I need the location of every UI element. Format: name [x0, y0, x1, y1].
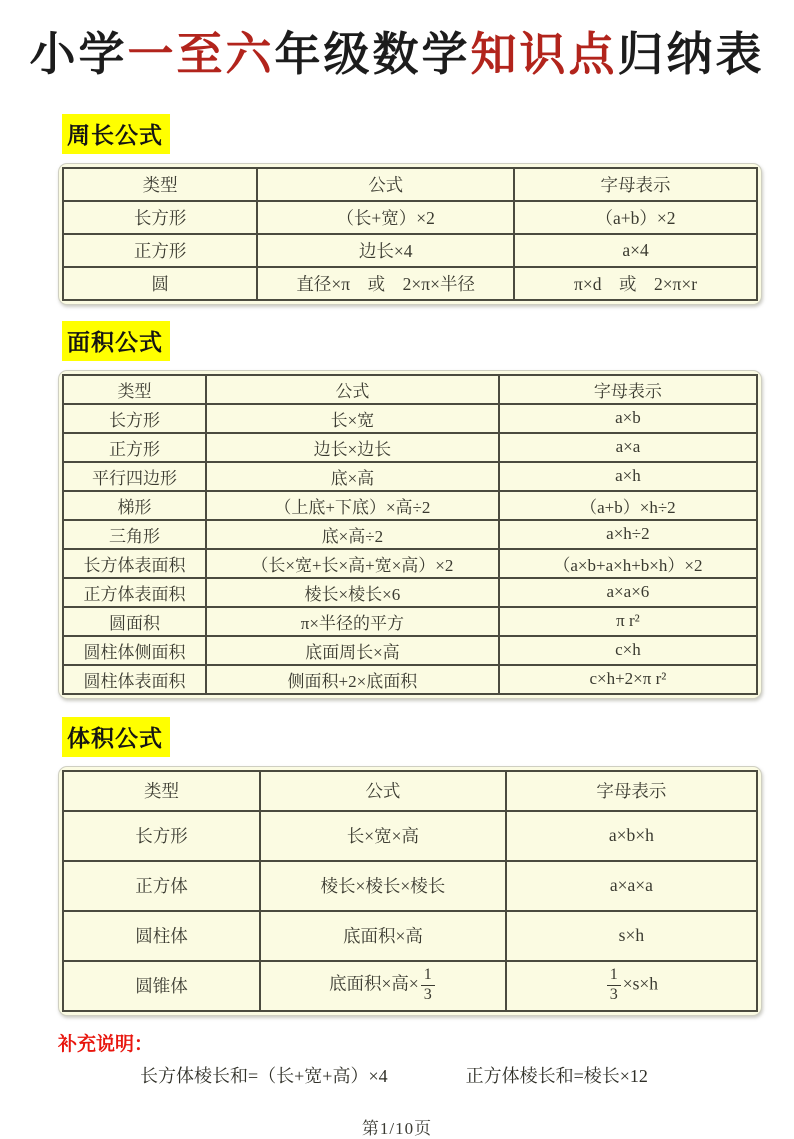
cell-letters: a×h÷2	[499, 520, 757, 549]
table-row	[63, 861, 757, 911]
page-footer: 第1/10页	[361, 1118, 433, 1138]
cell-letters: π r²	[499, 607, 757, 636]
cell-type: 长方体表面积	[63, 549, 206, 578]
title-segment: 归纳表	[617, 29, 765, 80]
cell-type: 长方形	[63, 811, 260, 861]
section-heading-label: 面积公式	[62, 321, 170, 361]
column-header-letters: 字母表示	[499, 375, 757, 404]
cell-formula: 棱长×棱长×6	[206, 578, 499, 607]
cell-type: 正方形	[63, 433, 206, 462]
section-heading-area	[62, 321, 794, 361]
column-header-formula: 公式	[257, 168, 514, 201]
cell-letters: a×b	[499, 404, 757, 433]
table-row	[63, 267, 757, 300]
cell-type: 圆柱体侧面积	[63, 636, 206, 665]
volume-table-wrapper	[58, 766, 762, 1016]
section-heading-label: 体积公式	[62, 717, 170, 757]
cell-formula: 边长×边长	[206, 433, 499, 462]
fraction: $\frac{1}{3}$	[607, 967, 621, 1004]
column-header-formula: 公式	[206, 375, 499, 404]
cell-type: 圆面积	[63, 607, 206, 636]
cell-formula: （上底+下底）×高÷2	[206, 491, 499, 520]
cell-type: 正方体	[63, 861, 260, 911]
area-table-wrapper	[58, 370, 762, 699]
cell-letters: a×a×a	[506, 861, 757, 911]
cell-letters: c×h	[499, 636, 757, 665]
column-header-letters: 字母表示	[514, 168, 757, 201]
page-title	[0, 26, 794, 84]
area-table	[62, 374, 758, 695]
table-row	[63, 665, 757, 694]
table-row	[63, 404, 757, 433]
table-row	[63, 811, 757, 861]
table-row	[63, 491, 757, 520]
title-segment: 年级数学	[274, 29, 471, 80]
cell-letters: $\frac{1}{3}$ ×s×h	[506, 961, 757, 1011]
cell-formula: 长×宽×高	[260, 811, 506, 861]
table-header-row	[63, 168, 757, 201]
cell-type: 圆柱体	[63, 911, 260, 961]
cell-letters: a×h	[499, 462, 757, 491]
column-header-letters: 字母表示	[506, 771, 757, 811]
fraction: $\frac{1}{3}$	[421, 967, 435, 1004]
cell-letters: a×a	[499, 433, 757, 462]
cell-type: 平行四边形	[63, 462, 206, 491]
column-header-type: 类型	[63, 168, 257, 201]
table-row	[63, 462, 757, 491]
perimeter-table	[62, 167, 758, 301]
cell-formula: 长×宽	[206, 404, 499, 433]
table-row	[63, 636, 757, 665]
notes-line	[140, 1062, 794, 1088]
table-row	[63, 911, 757, 961]
cell-letters: （a+b）×2	[514, 201, 757, 234]
cell-type: 圆锥体	[63, 961, 260, 1011]
cell-formula: （长+宽）×2	[257, 201, 514, 234]
section-heading-label: 周长公式	[62, 114, 170, 154]
table-row	[63, 961, 757, 1011]
perimeter-table-wrapper	[58, 163, 762, 305]
section-heading-perimeter	[62, 114, 794, 154]
title-segment-red: 知识点	[470, 29, 618, 80]
cell-letters: π×d 或 2×π×r	[514, 267, 757, 300]
cell-letters: a×b×h	[506, 811, 757, 861]
cell-formula: 侧面积+2×底面积	[206, 665, 499, 694]
table-row	[63, 578, 757, 607]
table-row	[63, 201, 757, 234]
table-row	[63, 549, 757, 578]
section-heading-volume	[62, 717, 794, 757]
cell-type: 长方形	[63, 201, 257, 234]
table-row	[63, 607, 757, 636]
volume-table	[62, 770, 758, 1012]
column-header-type: 类型	[63, 375, 206, 404]
cell-formula: 直径×π 或 2×π×半径	[257, 267, 514, 300]
table-header-row	[63, 771, 757, 811]
cell-type: 圆柱体表面积	[63, 665, 206, 694]
cell-formula: 棱长×棱长×棱长	[260, 861, 506, 911]
table-row	[63, 520, 757, 549]
cell-formula: 底面周长×高	[206, 636, 499, 665]
cell-type: 圆	[63, 267, 257, 300]
cell-type: 三角形	[63, 520, 206, 549]
cell-letters: c×h+2×π r²	[499, 665, 757, 694]
table-row	[63, 433, 757, 462]
cell-type: 正方形	[63, 234, 257, 267]
cell-formula: 边长×4	[257, 234, 514, 267]
note-item: 正方体棱长和=棱长×12	[465, 1065, 648, 1086]
cell-letters: （a+b）×h÷2	[499, 491, 757, 520]
cell-formula: 底×高÷2	[206, 520, 499, 549]
cell-letters: s×h	[506, 911, 757, 961]
cell-formula: 底面积×高× $\frac{1}{3}$	[260, 961, 506, 1011]
cell-formula: π×半径的平方	[206, 607, 499, 636]
cell-type: 梯形	[63, 491, 206, 520]
cell-formula: 底面积×高	[260, 911, 506, 961]
table-header-row	[63, 375, 757, 404]
notes-heading: 补充说明：	[58, 1033, 154, 1055]
title-segment: 小学	[29, 29, 128, 80]
cell-formula: （长×宽+长×高+宽×高）×2	[206, 549, 499, 578]
column-header-formula: 公式	[260, 771, 506, 811]
cell-type: 正方体表面积	[63, 578, 206, 607]
cell-formula: 底×高	[206, 462, 499, 491]
table-row	[63, 234, 757, 267]
cell-type: 长方形	[63, 404, 206, 433]
cell-letters: a×4	[514, 234, 757, 267]
cell-letters: a×a×6	[499, 578, 757, 607]
title-segment-red: 一至六	[127, 29, 275, 80]
column-header-type: 类型	[63, 771, 260, 811]
cell-letters: （a×b+a×h+b×h）×2	[499, 549, 757, 578]
note-item: 长方体棱长和=（长+宽+高）×4	[140, 1065, 388, 1086]
